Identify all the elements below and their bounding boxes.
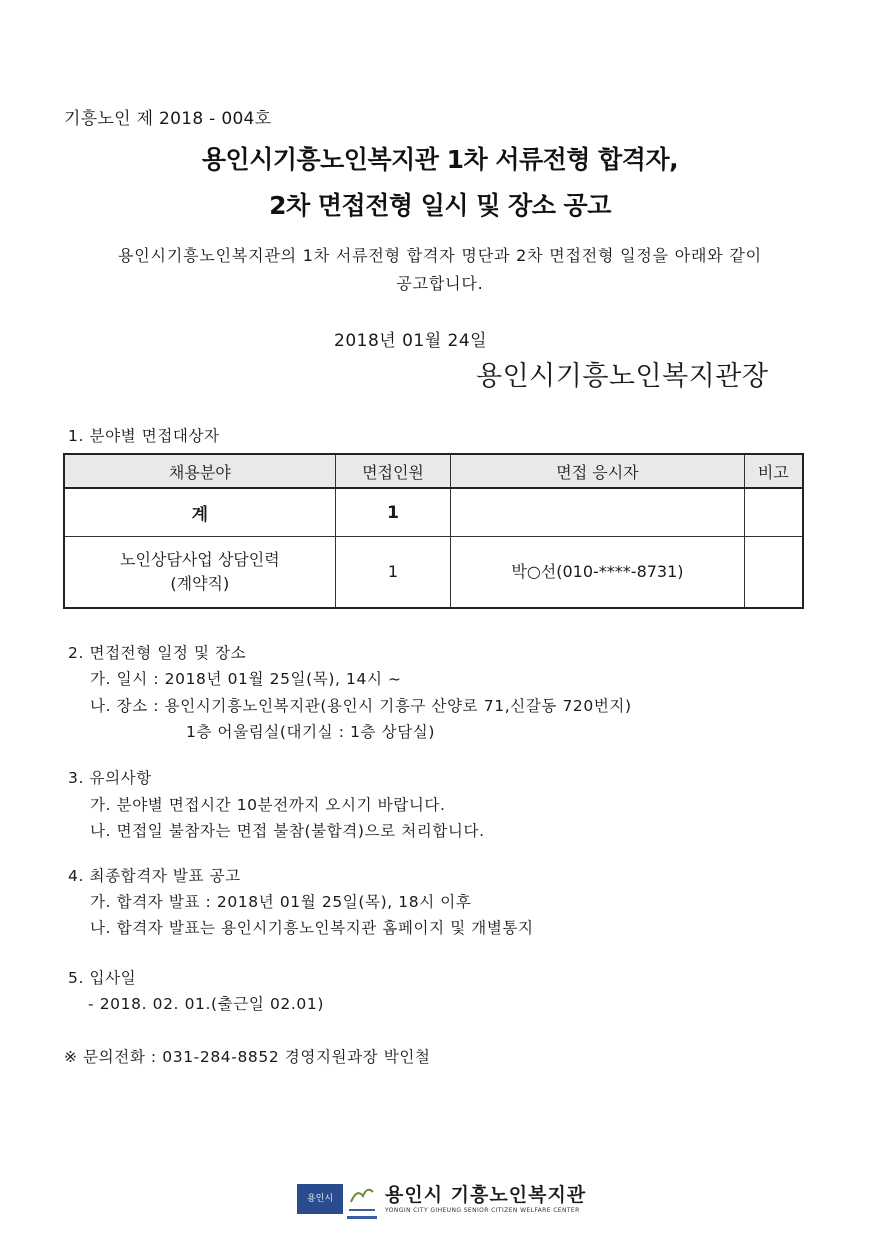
section2-item: 가. 일시 : 2018년 01월 25일(목), 14시 ~ [90, 670, 402, 688]
logo-badge: 용인시 [297, 1184, 343, 1214]
signatory: 용인시기흥노인복지관장 [476, 361, 769, 392]
note-cell [744, 537, 803, 609]
total-count: 1 [335, 488, 451, 537]
total-label: 계 [64, 488, 335, 537]
header-note: 비고 [744, 454, 803, 488]
table-header-row [64, 454, 803, 488]
total-note [744, 488, 803, 537]
contact-note: ※ 문의전화 : 031-284-8852 경영지원과장 박인철 [64, 1048, 431, 1066]
section4-item: 나. 합격자 발표는 용인시기흥노인복지관 홈페이지 및 개별통지 [90, 919, 534, 937]
table-row [64, 537, 803, 609]
section1-heading: 1. 분야별 면접대상자 [68, 427, 220, 445]
section2-item: 나. 장소 : 용인시기흥노인복지관(용인시 기흥구 산양로 71,신갈동 720번지) [90, 697, 632, 715]
notice-title-line2: 2차 면접전형 일시 및 장소 공고 [269, 191, 611, 220]
field-contract-type: (계약직) [170, 574, 230, 593]
intro-text-line1: 용인시기흥노인복지관의 1차 서류전형 합격자 명단과 2차 면접전형 일정을 아래와 같이 [118, 246, 762, 265]
field-cell [64, 537, 335, 609]
intro-text-line2: 공고합니다. [396, 274, 484, 293]
section5-item: - 2018. 02. 01.(출근일 02.01) [88, 995, 324, 1013]
interview-candidates-table [63, 453, 804, 609]
applicant-cell: 박○선(010-****-8731) [451, 537, 744, 609]
notice-title-line1: 용인시기흥노인복지관 1차 서류전형 합격자, [201, 145, 679, 174]
section2-item: 1층 어울림실(대기실 : 1층 상담실) [186, 723, 436, 741]
field-name: 노인상담사업 상담인력 [120, 550, 280, 569]
header-applicant: 면접 응시자 [451, 454, 744, 488]
count-cell: 1 [335, 537, 451, 609]
section5-heading: 5. 입사일 [68, 969, 137, 987]
total-applicant [451, 488, 744, 537]
header-count: 면접인원 [335, 454, 451, 488]
header-field: 채용분야 [64, 454, 335, 488]
section4-item: 가. 합격자 발표 : 2018년 01월 25일(목), 18시 이후 [90, 893, 472, 911]
section4-heading: 4. 최종합격자 발표 공고 [68, 867, 241, 885]
org-name: 용인시 기흥노인복지관 [385, 1184, 587, 1206]
logo-emblem-icon [347, 1182, 377, 1219]
org-name-english: YONGIN CITY GIHEUNG SENIOR CITIZEN WELFARE CENTER [385, 1207, 580, 1214]
section2-heading: 2. 면접전형 일정 및 장소 [68, 644, 247, 662]
total-row [64, 488, 803, 537]
section3-item: 나. 면접일 불참자는 면접 불참(불합격)으로 처리합니다. [90, 822, 485, 840]
footer-logo [297, 1180, 587, 1220]
document-number: 기흥노인 제 2018 - 004호 [64, 109, 272, 129]
notice-date: 2018년 01월 24일 [334, 331, 488, 351]
section3-heading: 3. 유의사항 [68, 769, 152, 787]
section3-item: 가. 분야별 면접시간 10분전까지 오시기 바랍니다. [90, 796, 446, 814]
